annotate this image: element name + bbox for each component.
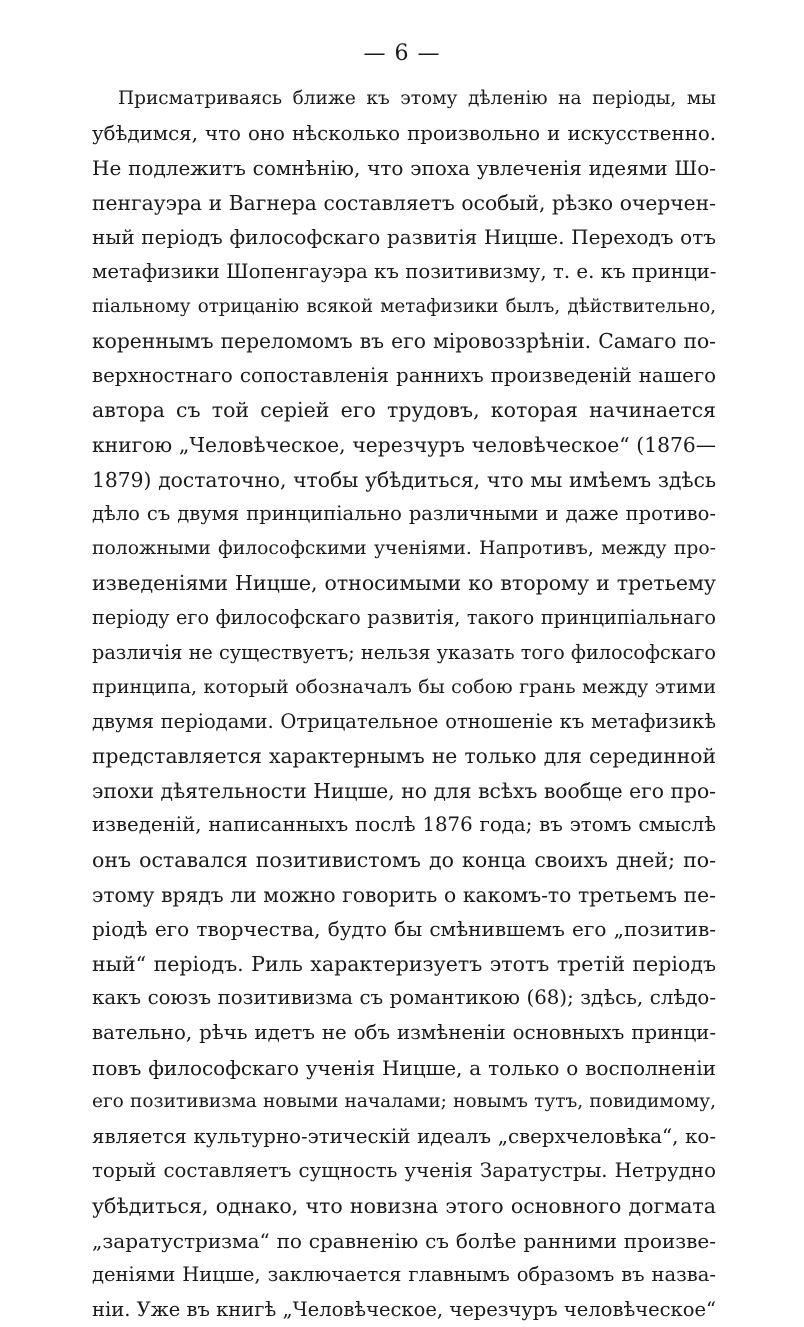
text-line: піальному отрицанію всякой метафизики былъ, дѣйствительно, bbox=[92, 295, 716, 317]
text-line: его позитивизма новыми началами; новымъ тутъ, повидимому, bbox=[92, 1091, 716, 1113]
text-line: повъ философскаго ученія Ницше, а только о восполненіи bbox=[92, 1055, 716, 1080]
text-line: ный періодъ философскаго развитія Ницше. Переходъ отъ bbox=[92, 225, 716, 250]
text-line: Присматриваясь ближе къ этому дѣленію на періоды, мы bbox=[118, 88, 716, 109]
text-line: различія не существуетъ; нельзя указать того философскаго bbox=[92, 640, 716, 664]
text-line: изведеній, написанныхъ послѣ 1876 года; въ этомъ смыслѣ bbox=[92, 813, 716, 837]
text-line: періоду его философскаго развитія, такого принципіальнаго bbox=[92, 605, 716, 629]
text-line: верхностнаго сопоставленія раннихъ произведеній нашего bbox=[92, 363, 716, 387]
text-line: двумя періодами. Отрицательное отношеніе къ метафизикѣ bbox=[92, 709, 716, 733]
page-number: — 6 — bbox=[363, 41, 441, 66]
text-line: вательно, рѣчь идетъ не объ измѣненіи основныхъ принци- bbox=[92, 1021, 716, 1045]
text-line: принципа, который обозначалъ бы собою грань между этими bbox=[92, 676, 716, 699]
text-line: Не подлежитъ сомнѣнію, что эпоха увлеченія идеями Шо- bbox=[92, 156, 716, 181]
text-line: торый составляетъ сущность ученія Заратустры. Нетрудно bbox=[92, 1159, 716, 1183]
text-line: кореннымъ переломомъ въ его міровоззрѣніи. Самаго по- bbox=[92, 329, 716, 354]
text-line: какъ союзъ позитивизма съ романтикою (68); здѣсь, слѣдо- bbox=[92, 986, 716, 1010]
text-line: онъ оставался позитивистомъ до конца своихъ дней; по- bbox=[92, 848, 716, 873]
text-line: метафизики Шопенгауэра къ позитивизму, т. е. къ принци- bbox=[92, 259, 717, 283]
body-text bbox=[92, 82, 716, 1327]
text-line: ный“ періодъ. Риль характеризуетъ этотъ третій періодъ bbox=[92, 951, 716, 976]
text-line: 1879) достаточно, чтобы убѣдиться, что мы имѣемъ здѣсь bbox=[92, 467, 716, 492]
text-line: автора съ той серіей его трудовъ, которая начинается bbox=[92, 398, 716, 423]
text-line: представляется характернымъ не только для серединной bbox=[92, 744, 716, 769]
text-line: убѣдимся, что оно нѣсколько произвольно и искусственно. bbox=[92, 121, 716, 145]
text-line: книгою „Человѣческое, черезчуръ человѣческое“ (1876— bbox=[92, 432, 716, 457]
text-line: пенгауэра и Вагнера составляетъ особый, рѣзко очерчен- bbox=[92, 190, 716, 215]
text-line: убѣдиться, однако, что новизна этого основного догмата bbox=[92, 1194, 716, 1218]
text-line: „заратустризма“ по сравненію съ болѣе ранними произве- bbox=[92, 1228, 716, 1253]
text-line: этому врядъ ли можно говорить о какомъ-то третьемъ пе- bbox=[92, 882, 716, 907]
text-line: является культурно-этическій идеалъ „сверхчеловѣка“, ко- bbox=[92, 1124, 716, 1148]
text-line: деніями Ницше, заключается главнымъ образомъ въ назва- bbox=[92, 1263, 716, 1287]
text-line: эпохи дѣятельности Ницше, но для всѣхъ вообще его про- bbox=[92, 778, 716, 803]
text-line: изведеніями Ницше, относимыми ко второму и третьему bbox=[92, 571, 716, 596]
text-line: ніи. Уже въ книгѣ „Человѣческое, черезчуръ человѣческое“ bbox=[92, 1297, 716, 1321]
text-line: ріодѣ его творчества, будто бы смѣнившемъ его „позитив- bbox=[92, 917, 716, 942]
text-line: дѣло съ двумя принципіально различными и даже противо- bbox=[92, 502, 716, 526]
text-line: положными философскими ученіями. Напротивъ, между про- bbox=[92, 537, 716, 559]
